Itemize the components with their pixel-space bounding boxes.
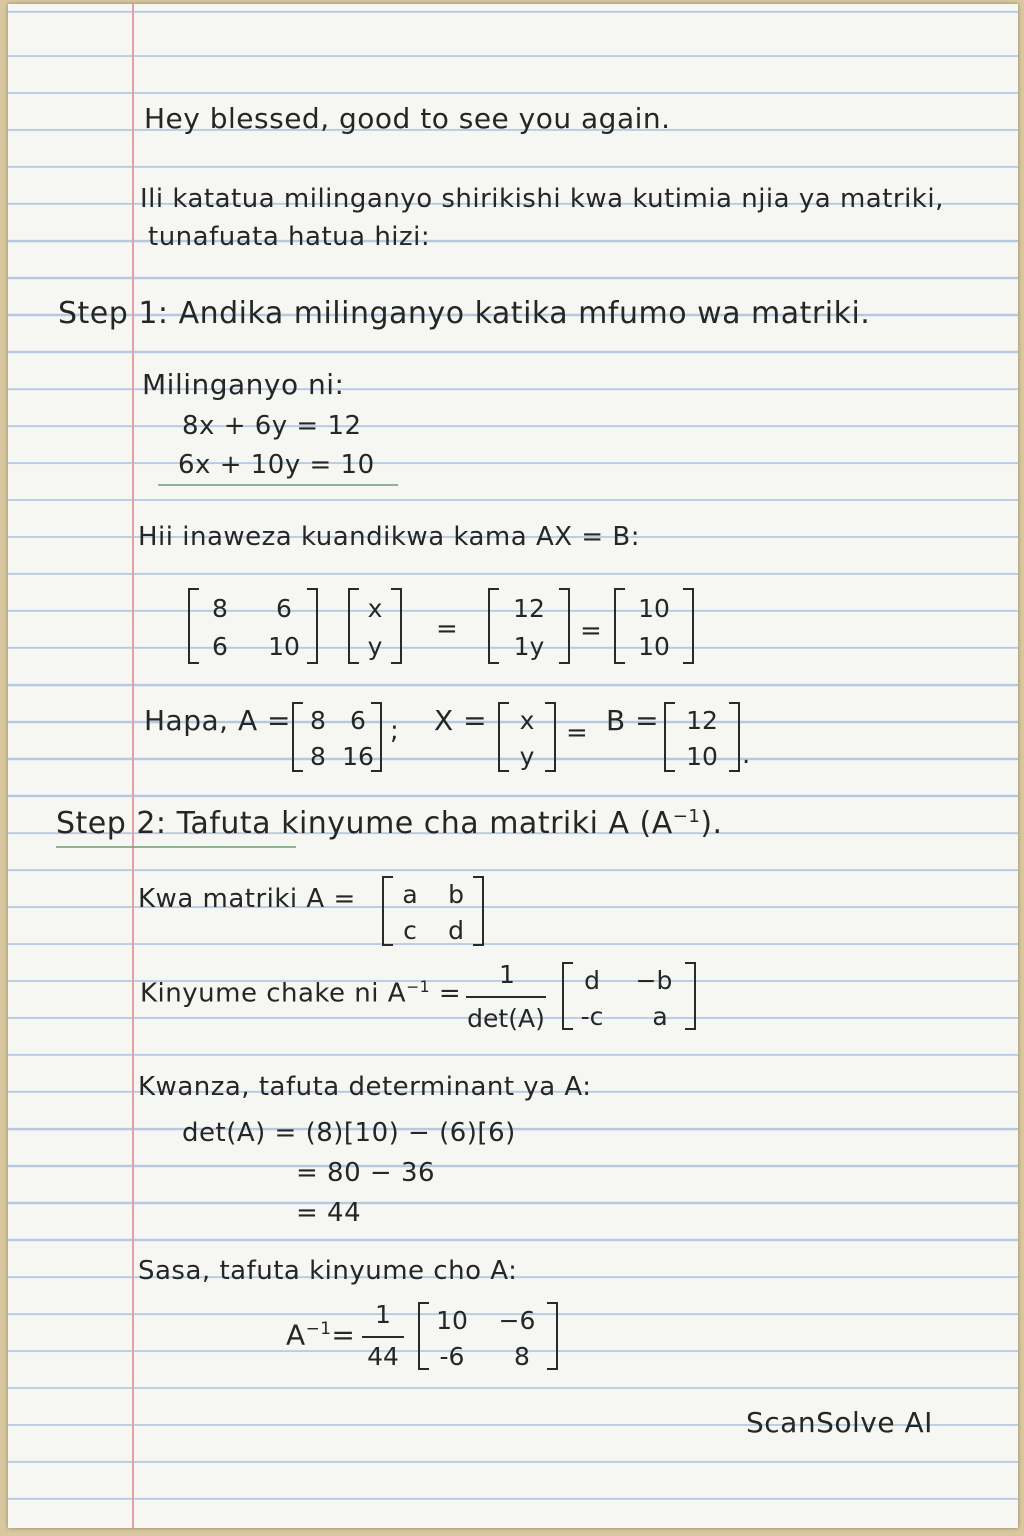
underline xyxy=(158,484,398,486)
fraction-denominator: det(A) xyxy=(467,1004,545,1033)
step2-underline xyxy=(56,846,296,848)
result-matrix: 10 −6 -6 8 xyxy=(418,1302,558,1370)
separator-1: ; xyxy=(390,716,399,746)
equation-1: 8x + 6y = 12 xyxy=(182,411,362,441)
margin-line xyxy=(132,4,134,1528)
separator-2: = xyxy=(566,718,588,748)
result-denominator: 44 xyxy=(367,1342,399,1371)
equations-label: Milinganyo ni: xyxy=(142,368,345,401)
hapa-label: Hapa, A = xyxy=(144,704,291,737)
middle-matrix: 12 1y xyxy=(488,588,570,664)
variable-matrix: x y xyxy=(348,588,402,664)
intro-line-1: Ili katatua milinganyo shirikishi kwa kutimia njia ya matriki, xyxy=(140,184,944,214)
matrix-a: 8 6 8 16 xyxy=(292,702,382,772)
equals-sign-2: = xyxy=(580,616,602,646)
matrix-b: 12 10 xyxy=(664,702,740,772)
fraction-bar xyxy=(466,996,546,998)
constant-matrix: 10 10 xyxy=(614,588,694,664)
determinant-intro: Kwanza, tafuta determinant ya A: xyxy=(138,1072,592,1102)
inverse-intro: Sasa, tafuta kinyume cho A: xyxy=(138,1256,518,1286)
equals-sign: = xyxy=(436,614,458,644)
coefficient-matrix: 8 6 6 10 xyxy=(188,588,318,664)
inverse-formula-label: Kinyume chake ni $A^{-1}$ = xyxy=(140,978,462,1009)
result-label: $A^{-1}=$ xyxy=(286,1318,356,1352)
end-period: . xyxy=(742,740,751,770)
result-fraction-bar xyxy=(362,1336,404,1338)
b-label: B = xyxy=(606,704,660,737)
greeting-text: Hey blessed, good to see you again. xyxy=(144,102,671,135)
step2-heading: Step 2: Tafuta kinyume cha matriki A $(A^{-1})$. xyxy=(56,806,723,841)
intro-line-2: tunafuata hatua hizi: xyxy=(148,222,431,252)
determinant-line-2: = 80 − 36 xyxy=(296,1158,436,1188)
matrix-x: x y xyxy=(498,702,556,772)
general-matrix-label: Kwa matriki A = xyxy=(138,884,356,914)
general-matrix: a b c d xyxy=(382,876,484,946)
determinant-line-3: = 44 xyxy=(296,1198,362,1228)
adjugate-matrix: d −b -c a xyxy=(562,962,696,1030)
result-numerator: 1 xyxy=(375,1300,391,1329)
signature: ScanSolve AI xyxy=(746,1406,933,1439)
equation-2: 6x + 10y = 10 xyxy=(178,450,375,480)
fraction-numerator: 1 xyxy=(499,960,515,989)
step1-heading: Step 1: Andika milinganyo katika mfumo wa matriki. xyxy=(58,296,871,331)
determinant-line-1: det(A) = (8)[10) − (6)[6) xyxy=(182,1118,516,1148)
x-label: X = xyxy=(434,704,488,737)
matrix-form-text: Hii inaweza kuandikwa kama AX = B: xyxy=(138,522,640,552)
